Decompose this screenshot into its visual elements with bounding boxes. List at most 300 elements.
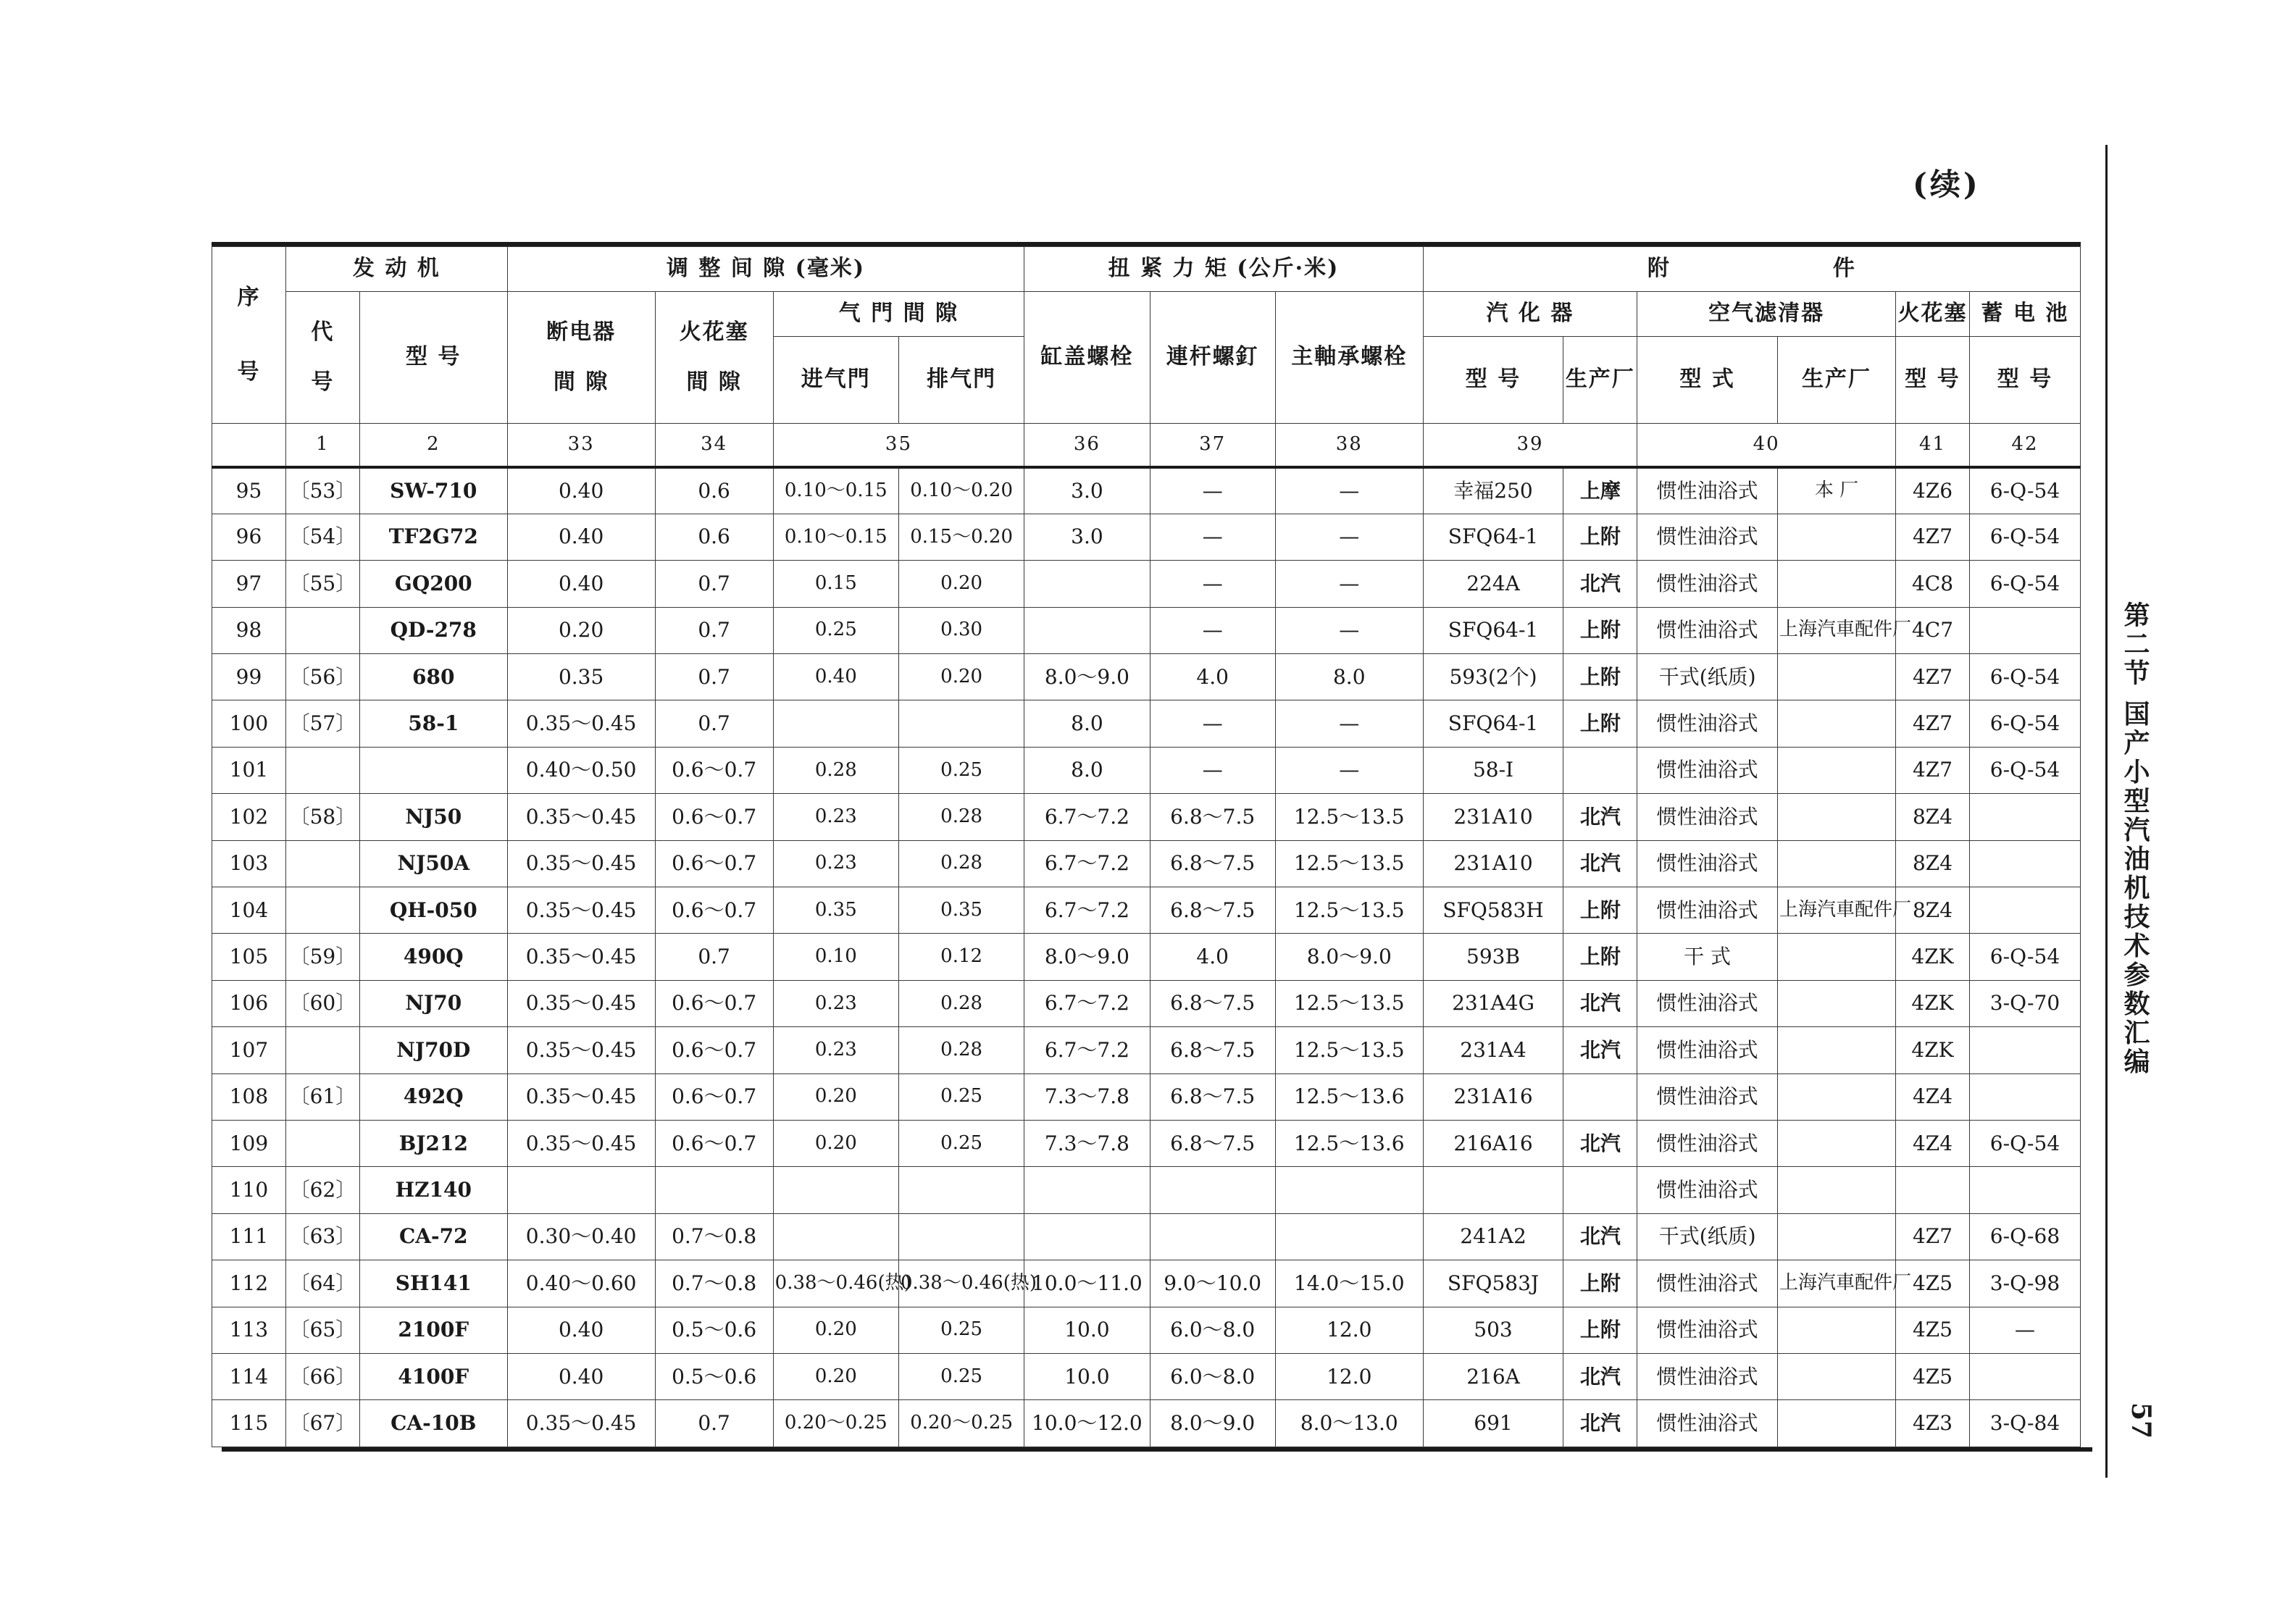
bottom-rule [222, 1447, 2092, 1452]
air-filter-type-cell: 惯性油浴式 [1637, 1027, 1778, 1073]
plug-gap-cell: 0.7 [655, 1400, 773, 1447]
air-filter-maker-cell [1777, 561, 1895, 607]
air-filter-maker-cell: 上海汽車配件厂 [1777, 1260, 1895, 1307]
intake-header: 进气門 [773, 337, 898, 424]
engine-code-cell [285, 840, 359, 887]
table-row [212, 1027, 2081, 1073]
air-filter-type-cell: 惯性油浴式 [1637, 794, 1778, 840]
intake-clearance-cell: 0.20 [773, 1307, 898, 1353]
battery-model-cell: 6-Q-54 [1969, 747, 2080, 793]
engine-code-cell: 〔59〕 [285, 934, 359, 980]
engine-code-cell [285, 607, 359, 653]
accessories-header: 附 件 [1423, 247, 2080, 292]
battery-model-cell: 6-Q-54 [1969, 654, 2080, 700]
air-filter-header: 空气滤清器 [1637, 292, 1896, 337]
head-bolt-torque-cell: 6.7～7.2 [1024, 887, 1150, 934]
battery-model-cell [1969, 1167, 2080, 1213]
battery-model-cell [1969, 607, 2080, 653]
air-filter-type-cell: 惯性油浴式 [1637, 607, 1778, 653]
air-filter-maker-cell [1777, 747, 1895, 793]
spark-plug-model-cell: 4Z7 [1896, 514, 1970, 560]
plug-gap-cell [655, 1167, 773, 1213]
carburetor-model-cell: 231A10 [1423, 794, 1563, 840]
engine-code-cell: 〔67〕 [285, 1400, 359, 1447]
rod-bolt-torque-cell: 6.8～7.5 [1150, 1073, 1275, 1120]
head-bolt-torque-cell: 7.3～7.8 [1024, 1120, 1150, 1166]
engine-code-cell [285, 1027, 359, 1073]
engine-code-cell: 〔65〕 [285, 1307, 359, 1353]
seq-cell: 108 [212, 1073, 286, 1120]
head-bolt-torque-cell: 6.7～7.2 [1024, 980, 1150, 1026]
column-number: 41 [1896, 424, 1970, 468]
clearance-header: 调 整 间 隙 (毫米) [507, 247, 1024, 292]
main-bearing-torque-cell: — [1275, 514, 1423, 560]
engine-model-cell: SH141 [359, 1260, 507, 1307]
carburetor-maker-cell: 北汽 [1563, 1353, 1637, 1399]
battery-model-cell: 3-Q-98 [1969, 1260, 2080, 1307]
seq-cell: 114 [212, 1353, 286, 1399]
carb-model-header: 型 号 [1423, 337, 1563, 424]
column-number-blank [212, 424, 286, 468]
engine-code-cell: 〔54〕 [285, 514, 359, 560]
intake-clearance-cell: 0.10 [773, 934, 898, 980]
battery-model-cell [1969, 794, 2080, 840]
spark-plug-model-cell: 4ZK [1896, 980, 1970, 1026]
engine-model-cell [359, 747, 507, 793]
intake-clearance-cell: 0.15 [773, 561, 898, 607]
breaker-gap-cell: 0.35～0.45 [507, 934, 655, 980]
main-bearing-torque-cell: 12.5～13.5 [1275, 887, 1423, 934]
air-filter-type-cell: 惯性油浴式 [1637, 980, 1778, 1026]
carburetor-maker-cell: 北汽 [1563, 1027, 1637, 1073]
rod-bolt-torque-cell: 6.8～7.5 [1150, 840, 1275, 887]
exhaust-clearance-cell: 0.30 [898, 607, 1024, 653]
head-bolt-torque-cell: 3.0 [1024, 514, 1150, 560]
seq-cell: 95 [212, 467, 286, 514]
table-row [212, 561, 2081, 607]
exhaust-clearance-cell: 0.28 [898, 1027, 1024, 1073]
head-bolt-torque-cell: 6.7～7.2 [1024, 794, 1150, 840]
carburetor-model-cell: 216A [1423, 1353, 1563, 1399]
breaker-gap-cell: 0.20 [507, 607, 655, 653]
battery-model-cell [1969, 1353, 2080, 1399]
rod-bolt-torque-cell: — [1150, 561, 1275, 607]
carburetor-header: 汽 化 器 [1423, 292, 1637, 337]
head-bolt-torque-cell: 8.0 [1024, 700, 1150, 747]
carburetor-maker-cell: 上附 [1563, 934, 1637, 980]
engine-model-header: 型 号 [359, 292, 507, 424]
rod-bolt-torque-cell: 6.8～7.5 [1150, 887, 1275, 934]
spark-plug-model-cell: 4Z5 [1896, 1353, 1970, 1399]
seq-cell: 107 [212, 1027, 286, 1073]
battery-model-cell: 6-Q-54 [1969, 467, 2080, 514]
spark-plug-model-cell: 4Z5 [1896, 1307, 1970, 1353]
air-filter-type-cell: 惯性油浴式 [1637, 840, 1778, 887]
spark-plug-model-cell: 8Z4 [1896, 887, 1970, 934]
spark-plug-model-cell: 4ZK [1896, 1027, 1970, 1073]
breaker-gap-cell [507, 1167, 655, 1213]
engine-code-cell [285, 887, 359, 934]
margin-rule [2105, 145, 2108, 1478]
breaker-header: 断电器 間 隙 [507, 292, 655, 424]
main-bearing-torque-cell: 12.5～13.6 [1275, 1073, 1423, 1120]
engine-model-cell: 680 [359, 654, 507, 700]
main-bearing-torque-cell: 12.5～13.5 [1275, 840, 1423, 887]
seq-cell: 110 [212, 1167, 286, 1213]
page-number: 57 [2126, 1402, 2157, 1439]
spark-plug-model-cell: 4Z4 [1896, 1073, 1970, 1120]
main-bearing-torque-cell [1275, 1167, 1423, 1213]
torque-header: 扭 紧 力 矩 (公斤·米) [1024, 247, 1423, 292]
carburetor-model-cell: 231A10 [1423, 840, 1563, 887]
carburetor-model-cell: 593B [1423, 934, 1563, 980]
spark-plug-model-cell: 4Z4 [1896, 1120, 1970, 1166]
rod-bolt-torque-cell: 8.0～9.0 [1150, 1400, 1275, 1447]
seq-cell: 100 [212, 700, 286, 747]
table-row [212, 1073, 2081, 1120]
breaker-gap-cell: 0.40 [507, 467, 655, 514]
rod-bolt-torque-cell: — [1150, 700, 1275, 747]
intake-clearance-cell: 0.10～0.15 [773, 467, 898, 514]
main-bearing-torque-cell: — [1275, 747, 1423, 793]
battery-model-cell: 6-Q-54 [1969, 934, 2080, 980]
seq-cell: 112 [212, 1260, 286, 1307]
carburetor-maker-cell: 北汽 [1563, 1120, 1637, 1166]
plug-gap-header: 火花塞 間 隙 [655, 292, 773, 424]
spark-plug-model-cell: 8Z4 [1896, 794, 1970, 840]
table-row [212, 514, 2081, 560]
spark-plug-model-cell: 4Z7 [1896, 700, 1970, 747]
plug-gap-cell: 0.6 [655, 467, 773, 514]
main-bearing-torque-cell: 8.0～9.0 [1275, 934, 1423, 980]
air-filter-type-cell: 干 式 [1637, 934, 1778, 980]
table-row [212, 700, 2081, 747]
exhaust-clearance-cell: 0.20～0.25 [898, 1400, 1024, 1447]
plug-gap-cell: 0.7～0.8 [655, 1213, 773, 1260]
breaker-gap-cell: 0.40 [507, 561, 655, 607]
engine-code-cell: 〔63〕 [285, 1213, 359, 1260]
spark-plug-model-cell: 4Z7 [1896, 747, 1970, 793]
engine-model-cell: 4100F [359, 1353, 507, 1399]
head-bolt-torque-cell: 8.0～9.0 [1024, 654, 1150, 700]
exhaust-clearance-cell: 0.15～0.20 [898, 514, 1024, 560]
column-number: 2 [359, 424, 507, 468]
main-bearing-torque-cell: 8.0～13.0 [1275, 1400, 1423, 1447]
carburetor-model-cell: 216A16 [1423, 1120, 1563, 1166]
battery-model-header: 型 号 [1969, 337, 2080, 424]
air-filter-maker-cell [1777, 1167, 1895, 1213]
breaker-gap-cell: 0.35～0.45 [507, 1400, 655, 1447]
head-bolt-torque-cell [1024, 607, 1150, 653]
plug-gap-cell: 0.6～0.7 [655, 887, 773, 934]
engine-header: 发 动 机 [285, 247, 507, 292]
rod-bolt-torque-cell: — [1150, 747, 1275, 793]
breaker-gap-cell: 0.30～0.40 [507, 1213, 655, 1260]
table-row [212, 794, 2081, 840]
carburetor-model-cell: 503 [1423, 1307, 1563, 1353]
carburetor-maker-cell: 北汽 [1563, 840, 1637, 887]
column-number: 40 [1637, 424, 1896, 468]
carburetor-maker-cell: 上附 [1563, 514, 1637, 560]
exhaust-clearance-cell: 0.20 [898, 654, 1024, 700]
seq-cell: 97 [212, 561, 286, 607]
intake-clearance-cell: 0.20～0.25 [773, 1400, 898, 1447]
engine-code-header: 代 号 [285, 292, 359, 424]
exhaust-clearance-cell: 0.25 [898, 1120, 1024, 1166]
air-filter-maker-cell: 本 厂 [1777, 467, 1895, 514]
battery-model-cell: 3-Q-84 [1969, 1400, 2080, 1447]
head-bolt-torque-cell: 10.0 [1024, 1353, 1150, 1399]
engine-code-cell: 〔57〕 [285, 700, 359, 747]
carburetor-maker-cell: 上附 [1563, 607, 1637, 653]
plug-gap-cell: 0.6～0.7 [655, 747, 773, 793]
carburetor-model-cell: SFQ583J [1423, 1260, 1563, 1307]
air-filter-maker-cell [1777, 840, 1895, 887]
head-bolt-torque-cell: 7.3～7.8 [1024, 1073, 1150, 1120]
breaker-gap-cell: 0.40～0.50 [507, 747, 655, 793]
intake-clearance-cell: 0.35 [773, 887, 898, 934]
table-row [212, 840, 2081, 887]
engine-code-cell: 〔60〕 [285, 980, 359, 1026]
air-filter-type-cell: 惯性油浴式 [1637, 887, 1778, 934]
carburetor-model-cell: 231A4G [1423, 980, 1563, 1026]
exhaust-clearance-cell: 0.12 [898, 934, 1024, 980]
air-filter-maker-cell: 上海汽車配件厂 [1777, 607, 1895, 653]
engine-code-cell [285, 747, 359, 793]
exhaust-clearance-cell [898, 700, 1024, 747]
carburetor-model-cell: SFQ583H [1423, 887, 1563, 934]
intake-clearance-cell [773, 1213, 898, 1260]
exhaust-clearance-cell: 0.38～0.46(热) [898, 1260, 1024, 1307]
battery-model-cell: 6-Q-54 [1969, 1120, 2080, 1166]
rod-bolt-torque-cell [1150, 1213, 1275, 1260]
rod-bolt-torque-cell: 6.0～8.0 [1150, 1353, 1275, 1399]
plug-gap-cell: 0.7 [655, 700, 773, 747]
main-bearing-torque-cell: 12.5～13.6 [1275, 1120, 1423, 1166]
engine-model-cell: SW-710 [359, 467, 507, 514]
main-bearing-bolt-header: 主軸承螺栓 [1275, 292, 1423, 424]
carburetor-maker-cell: 北汽 [1563, 1213, 1637, 1260]
rod-bolt-torque-cell: 6.8～7.5 [1150, 794, 1275, 840]
rod-bolt-torque-cell [1150, 1167, 1275, 1213]
plug-gap-cell: 0.7～0.8 [655, 1260, 773, 1307]
main-bearing-torque-cell: 12.0 [1275, 1353, 1423, 1399]
carburetor-model-cell: 593(2个) [1423, 654, 1563, 700]
seq-cell: 96 [212, 514, 286, 560]
head-bolt-torque-cell: 6.7～7.2 [1024, 1027, 1150, 1073]
exhaust-clearance-cell: 0.28 [898, 980, 1024, 1026]
engine-code-cell: 〔56〕 [285, 654, 359, 700]
air-filter-type-cell: 干式(纸质) [1637, 1213, 1778, 1260]
spark-plug-model-cell: 4ZK [1896, 934, 1970, 980]
air-filter-type-cell: 惯性油浴式 [1637, 1400, 1778, 1447]
breaker-gap-cell: 0.35～0.45 [507, 794, 655, 840]
engine-model-cell: 490Q [359, 934, 507, 980]
carburetor-maker-cell: 上附 [1563, 654, 1637, 700]
head-bolt-header: 缸盖螺栓 [1024, 292, 1150, 424]
column-number: 35 [773, 424, 1024, 468]
carburetor-maker-cell: 上附 [1563, 887, 1637, 934]
carburetor-maker-cell: 北汽 [1563, 561, 1637, 607]
carburetor-model-cell: SFQ64-1 [1423, 607, 1563, 653]
battery-model-cell: 6-Q-68 [1969, 1213, 2080, 1260]
head-bolt-torque-cell: 10.0～11.0 [1024, 1260, 1150, 1307]
main-bearing-torque-cell: — [1275, 467, 1423, 514]
head-bolt-torque-cell: 10.0～12.0 [1024, 1400, 1150, 1447]
engine-model-cell: BJ212 [359, 1120, 507, 1166]
table-row [212, 1260, 2081, 1307]
carburetor-maker-cell [1563, 747, 1637, 793]
seq-cell: 105 [212, 934, 286, 980]
plug-gap-cell: 0.6～0.7 [655, 1027, 773, 1073]
intake-clearance-cell: 0.28 [773, 747, 898, 793]
air-filter-maker-cell [1777, 1027, 1895, 1073]
engine-model-cell: CA-10B [359, 1400, 507, 1447]
head-bolt-torque-cell [1024, 1213, 1150, 1260]
table-row [212, 1400, 2081, 1447]
plug-gap-cell: 0.6 [655, 514, 773, 560]
air-filter-maker-cell [1777, 514, 1895, 560]
intake-clearance-cell: 0.20 [773, 1120, 898, 1166]
air-filter-maker-cell [1777, 1120, 1895, 1166]
spark-plug-model-cell: 4Z7 [1896, 1213, 1970, 1260]
exhaust-clearance-cell: 0.35 [898, 887, 1024, 934]
air-filter-type-cell: 惯性油浴式 [1637, 1120, 1778, 1166]
battery-header: 蓄 电 池 [1969, 292, 2080, 337]
head-bolt-torque-cell: 3.0 [1024, 467, 1150, 514]
main-bearing-torque-cell: 8.0 [1275, 654, 1423, 700]
intake-clearance-cell: 0.23 [773, 840, 898, 887]
seq-cell: 115 [212, 1400, 286, 1447]
spark-plug-model-cell: 4C8 [1896, 561, 1970, 607]
head-bolt-torque-cell: 8.0 [1024, 747, 1150, 793]
spark-plug-model-cell: 4Z6 [1896, 467, 1970, 514]
breaker-gap-cell: 0.35～0.45 [507, 700, 655, 747]
carburetor-model-cell: 幸福250 [1423, 467, 1563, 514]
rod-bolt-torque-cell: — [1150, 607, 1275, 653]
breaker-gap-cell: 0.35～0.45 [507, 980, 655, 1026]
engine-model-cell: NJ70 [359, 980, 507, 1026]
air-filter-maker-cell [1777, 700, 1895, 747]
battery-model-cell: 6-Q-54 [1969, 561, 2080, 607]
spark-plug-model-cell: 4C7 [1896, 607, 1970, 653]
air-filter-type-cell: 惯性油浴式 [1637, 1353, 1778, 1399]
column-number: 1 [285, 424, 359, 468]
engine-parameter-table [212, 246, 2081, 1447]
engine-model-cell: HZ140 [359, 1167, 507, 1213]
rod-bolt-torque-cell: — [1150, 514, 1275, 560]
exhaust-header: 排气門 [898, 337, 1024, 424]
engine-model-cell: 58-1 [359, 700, 507, 747]
rod-bolt-header: 連杆螺釘 [1150, 292, 1275, 424]
column-number: 33 [507, 424, 655, 468]
engine-code-cell: 〔64〕 [285, 1260, 359, 1307]
plug-gap-cell: 0.7 [655, 654, 773, 700]
column-number: 36 [1024, 424, 1150, 468]
air-filter-type-cell: 惯性油浴式 [1637, 467, 1778, 514]
engine-model-cell: NJ50 [359, 794, 507, 840]
air-filter-type-cell: 惯性油浴式 [1637, 747, 1778, 793]
main-bearing-torque-cell: 12.5～13.5 [1275, 794, 1423, 840]
section-side-title: 第二节 国产小型汽油机技术参数汇编 [2120, 601, 2150, 1077]
spark-plug-model-cell: 8Z4 [1896, 840, 1970, 887]
engine-model-cell: NJ70D [359, 1027, 507, 1073]
plug-gap-cell: 0.6～0.7 [655, 794, 773, 840]
main-bearing-torque-cell: — [1275, 607, 1423, 653]
column-number: 38 [1275, 424, 1423, 468]
air-filter-type-cell: 惯性油浴式 [1637, 1260, 1778, 1307]
carburetor-maker-cell [1563, 1073, 1637, 1120]
air-filter-maker-cell [1777, 934, 1895, 980]
carburetor-maker-cell: 北汽 [1563, 794, 1637, 840]
exhaust-clearance-cell [898, 1213, 1024, 1260]
battery-model-cell [1969, 840, 2080, 887]
breaker-gap-cell: 0.35～0.45 [507, 1073, 655, 1120]
engine-model-cell: 2100F [359, 1307, 507, 1353]
carburetor-maker-cell: 上附 [1563, 1260, 1637, 1307]
engine-code-cell: 〔53〕 [285, 467, 359, 514]
battery-model-cell: — [1969, 1307, 2080, 1353]
table-body [212, 467, 2081, 1447]
engine-model-cell: 492Q [359, 1073, 507, 1120]
head-bolt-torque-cell [1024, 561, 1150, 607]
spark-plug-model-cell: 4Z5 [1896, 1260, 1970, 1307]
table-row [212, 1120, 2081, 1166]
air-filter-type-cell: 惯性油浴式 [1637, 561, 1778, 607]
plug-gap-cell: 0.6～0.7 [655, 1120, 773, 1166]
spark-plug-model-cell: 4Z3 [1896, 1400, 1970, 1447]
exhaust-clearance-cell: 0.25 [898, 1353, 1024, 1399]
battery-model-cell [1969, 887, 2080, 934]
breaker-gap-cell: 0.40 [507, 1353, 655, 1399]
air-filter-maker-cell [1777, 1307, 1895, 1353]
air-filter-maker-cell [1777, 980, 1895, 1026]
breaker-gap-cell: 0.40～0.60 [507, 1260, 655, 1307]
plug-gap-cell: 0.6～0.7 [655, 980, 773, 1026]
exhaust-clearance-cell: 0.25 [898, 747, 1024, 793]
engine-model-cell: QD-278 [359, 607, 507, 653]
carburetor-maker-cell: 北汽 [1563, 980, 1637, 1026]
table-row [212, 467, 2081, 514]
engine-code-cell: 〔55〕 [285, 561, 359, 607]
breaker-gap-cell: 0.40 [507, 514, 655, 560]
plug-gap-cell: 0.7 [655, 934, 773, 980]
plug-gap-cell: 0.6～0.7 [655, 840, 773, 887]
air-filter-maker-cell [1777, 794, 1895, 840]
intake-clearance-cell [773, 700, 898, 747]
battery-model-cell: 6-Q-54 [1969, 514, 2080, 560]
table-row [212, 887, 2081, 934]
intake-clearance-cell: 0.23 [773, 1027, 898, 1073]
continued-label: (续) [1913, 167, 1981, 202]
column-number-row [212, 424, 2081, 468]
carburetor-model-cell [1423, 1167, 1563, 1213]
column-number: 34 [655, 424, 773, 468]
air-filter-maker-cell [1777, 1213, 1895, 1260]
engine-code-cell [285, 1120, 359, 1166]
seq-cell: 98 [212, 607, 286, 653]
head-bolt-torque-cell: 8.0～9.0 [1024, 934, 1150, 980]
exhaust-clearance-cell: 0.20 [898, 561, 1024, 607]
table-row [212, 980, 2081, 1026]
intake-clearance-cell: 0.25 [773, 607, 898, 653]
intake-clearance-cell: 0.20 [773, 1073, 898, 1120]
carburetor-model-cell: 224A [1423, 561, 1563, 607]
air-filter-maker-cell [1777, 1353, 1895, 1399]
main-bearing-torque-cell: — [1275, 561, 1423, 607]
spark-plug-model-cell: 4Z7 [1896, 654, 1970, 700]
table-row [212, 1213, 2081, 1260]
